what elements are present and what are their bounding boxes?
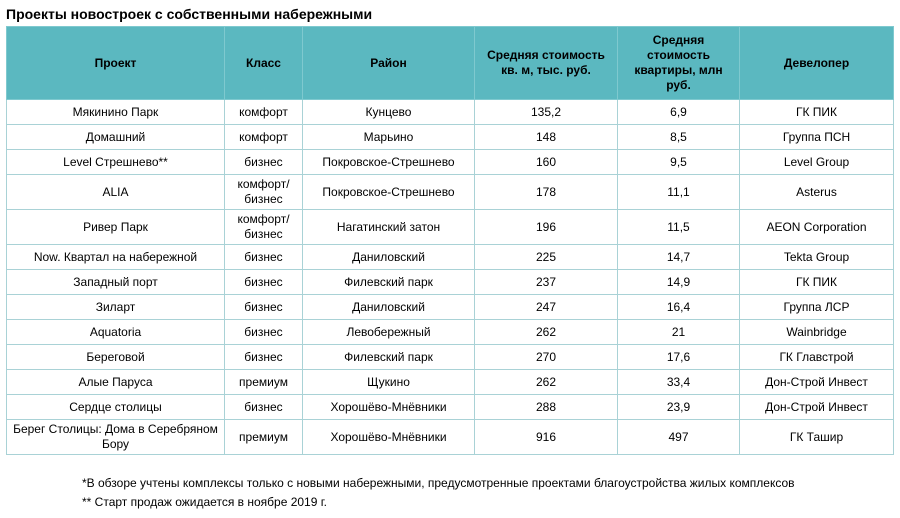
table-row [7,210,894,245]
footnote-1: *В обзоре учтены комплексы только с новыми набережными, предусмотренные проектами благоустройства жилых комплексов [82,476,795,490]
cell-project: Западный порт [7,270,225,295]
cell-sqm-price: 196 [475,210,618,245]
cell-district: Левобережный [303,320,475,345]
cell-project: Алые Паруса [7,370,225,395]
cell-project: Ривер Парк [7,210,225,245]
cell-project: ALIA [7,175,225,210]
cell-developer: Wainbridge [740,320,894,345]
column-header-sqm-price: Средняя стоимость кв. м, тыс. руб. [475,27,618,100]
cell-developer: ГК ПИК [740,100,894,125]
cell-developer: ГК ПИК [740,270,894,295]
cell-project: Мякинино Парк [7,100,225,125]
cell-district: Покровское-Стрешнево [303,175,475,210]
table-row [7,345,894,370]
cell-district: Покровское-Стрешнево [303,150,475,175]
cell-class: бизнес [225,270,303,295]
cell-developer: Группа ПСН [740,125,894,150]
cell-class: бизнес [225,245,303,270]
column-header-district: Район [303,27,475,100]
table-row [7,395,894,420]
cell-developer: Группа ЛСР [740,295,894,320]
cell-project: Береговой [7,345,225,370]
cell-project: Берег Столицы: Дома в Серебряном Бору [7,420,225,455]
cell-apt-price: 16,4 [618,295,740,320]
column-header-class: Класс [225,27,303,100]
cell-class: комфорт [225,125,303,150]
cell-district: Марьино [303,125,475,150]
cell-sqm-price: 225 [475,245,618,270]
column-header-project: Проект [7,27,225,100]
page-title: Проекты новостроек с собственными набережными [6,6,373,22]
cell-project: Now. Квартал на набережной [7,245,225,270]
table-row [7,245,894,270]
cell-apt-price: 14,9 [618,270,740,295]
cell-district: Филевский парк [303,345,475,370]
table-row [7,320,894,345]
cell-class: комфорт/ бизнес [225,210,303,245]
cell-sqm-price: 148 [475,125,618,150]
cell-developer: Level Group [740,150,894,175]
cell-class: бизнес [225,320,303,345]
cell-sqm-price: 178 [475,175,618,210]
cell-apt-price: 9,5 [618,150,740,175]
cell-district: Даниловский [303,295,475,320]
cell-district: Кунцево [303,100,475,125]
cell-developer: ГК Главстрой [740,345,894,370]
cell-developer: Дон-Строй Инвест [740,395,894,420]
cell-project: Aquatoria [7,320,225,345]
cell-sqm-price: 262 [475,370,618,395]
cell-sqm-price: 135,2 [475,100,618,125]
cell-class: бизнес [225,345,303,370]
column-header-developer: Девелопер [740,27,894,100]
column-header-apt-price: Средняя стоимость квартиры, млн руб. [618,27,740,100]
cell-developer: Дон-Строй Инвест [740,370,894,395]
cell-district: Нагатинский затон [303,210,475,245]
cell-sqm-price: 160 [475,150,618,175]
cell-class: премиум [225,420,303,455]
cell-apt-price: 21 [618,320,740,345]
table-row [7,420,894,455]
footnotes [82,474,795,512]
footnote-2: ** Старт продаж ожидается в ноябре 2019 г. [82,495,327,509]
cell-developer: AEON Corporation [740,210,894,245]
cell-class: бизнес [225,150,303,175]
cell-sqm-price: 247 [475,295,618,320]
cell-class: бизнес [225,295,303,320]
cell-project: Домашний [7,125,225,150]
cell-sqm-price: 288 [475,395,618,420]
cell-apt-price: 23,9 [618,395,740,420]
cell-district: Хорошёво-Мнёвники [303,420,475,455]
cell-apt-price: 11,5 [618,210,740,245]
cell-developer: Tekta Group [740,245,894,270]
table-row [7,150,894,175]
cell-class: комфорт/ бизнес [225,175,303,210]
cell-class: бизнес [225,395,303,420]
cell-class: комфорт [225,100,303,125]
cell-sqm-price: 262 [475,320,618,345]
cell-district: Филевский парк [303,270,475,295]
table-row [7,100,894,125]
cell-developer: Asterus [740,175,894,210]
cell-developer: ГК Ташир [740,420,894,455]
cell-sqm-price: 237 [475,270,618,295]
cell-apt-price: 8,5 [618,125,740,150]
table-row [7,175,894,210]
cell-apt-price: 497 [618,420,740,455]
table-row [7,295,894,320]
cell-project: Зиларт [7,295,225,320]
projects-table [6,26,894,455]
cell-apt-price: 11,1 [618,175,740,210]
cell-project: Сердце столицы [7,395,225,420]
cell-sqm-price: 270 [475,345,618,370]
table-row [7,370,894,395]
cell-district: Даниловский [303,245,475,270]
cell-apt-price: 33,4 [618,370,740,395]
cell-apt-price: 14,7 [618,245,740,270]
cell-apt-price: 17,6 [618,345,740,370]
table-row [7,125,894,150]
table-header-row [7,27,894,100]
cell-district: Хорошёво-Мнёвники [303,395,475,420]
cell-class: премиум [225,370,303,395]
cell-district: Щукино [303,370,475,395]
table-row [7,270,894,295]
cell-sqm-price: 916 [475,420,618,455]
cell-project: Level Стрешнево** [7,150,225,175]
cell-apt-price: 6,9 [618,100,740,125]
